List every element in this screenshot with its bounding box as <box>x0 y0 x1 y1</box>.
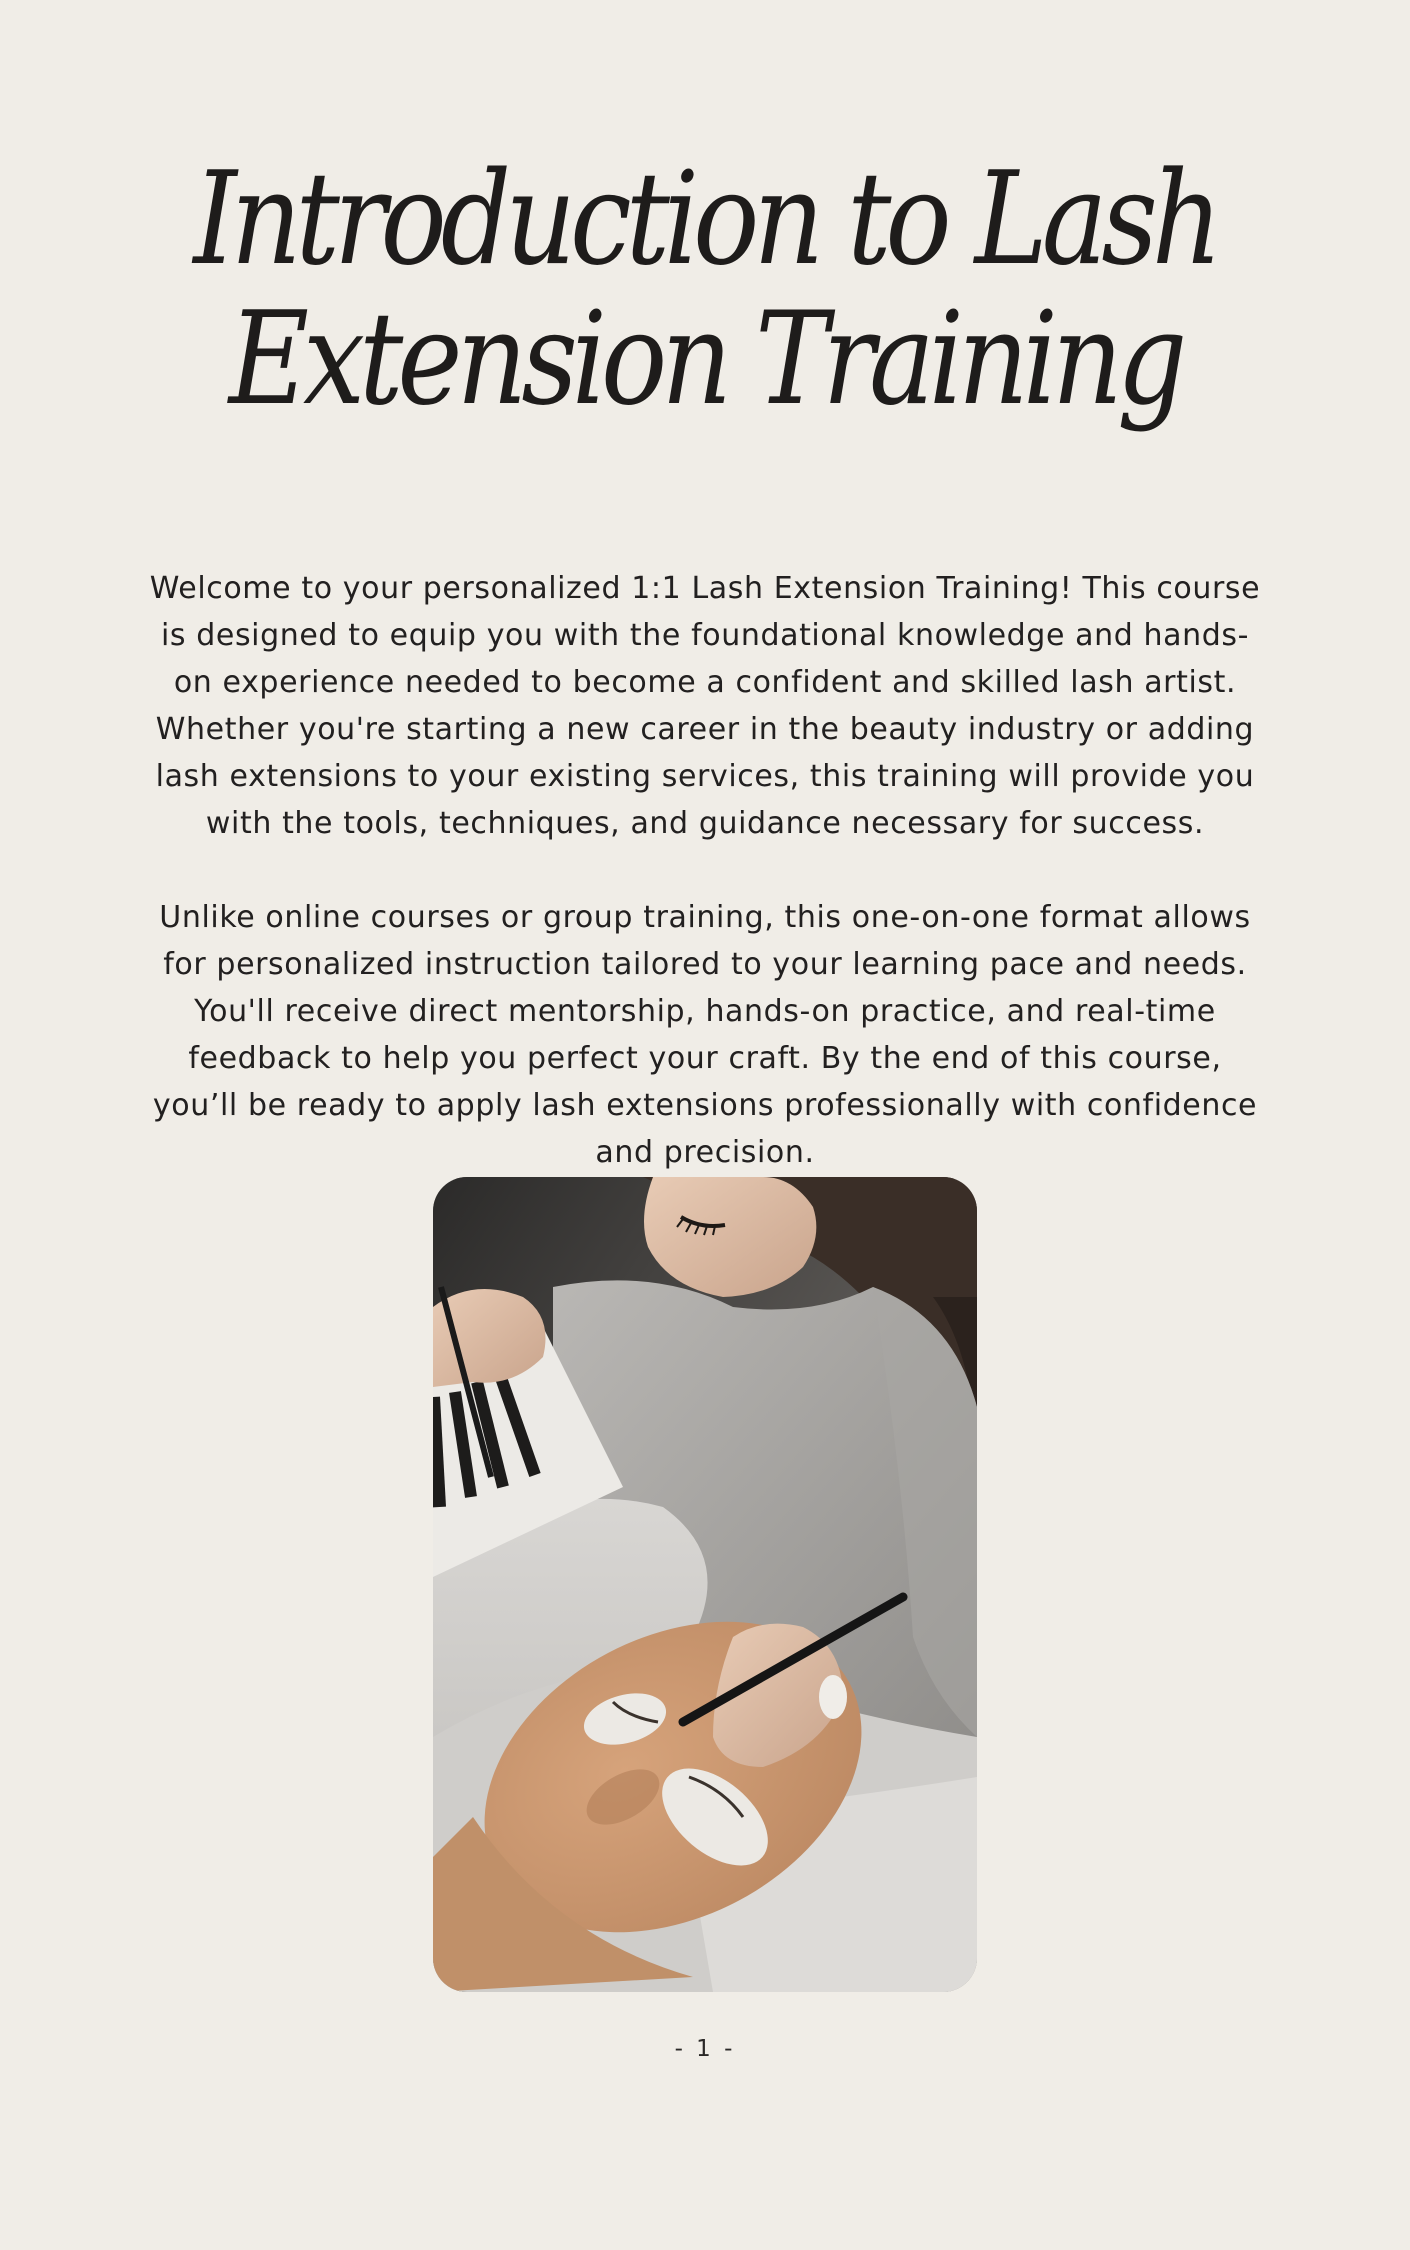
page-number: - 1 - <box>674 2036 736 2062</box>
title-line-1: Introduction to Lash <box>193 145 1217 294</box>
intro-paragraph-welcome: Welcome to your personalized 1:1 Lash Extension Training! This course is designed to equip you with the foundational knowledge and hands-on experience needed to become a confident and skilled lash artist. Whether you're starting a new career in the beauty industry or adding lash extensions to your existing services, this training will provide you with the tools, techniques, and guidance necessary for success. <box>149 571 1261 841</box>
lash-training-photo <box>433 1177 977 1992</box>
page-title <box>0 145 1410 434</box>
title-line-2: Extension Training <box>228 285 1182 434</box>
intro-paragraph-format: Unlike online courses or group training, this one-on-one format allows for personalized instruction tailored to your learning pace and needs. You'll receive direct mentorship, hands-on practice, and real-time feedback to help you perfect your craft. By the end of this course, you’ll be ready to apply lash extensions professionally with confidence and precision. <box>152 900 1258 1170</box>
